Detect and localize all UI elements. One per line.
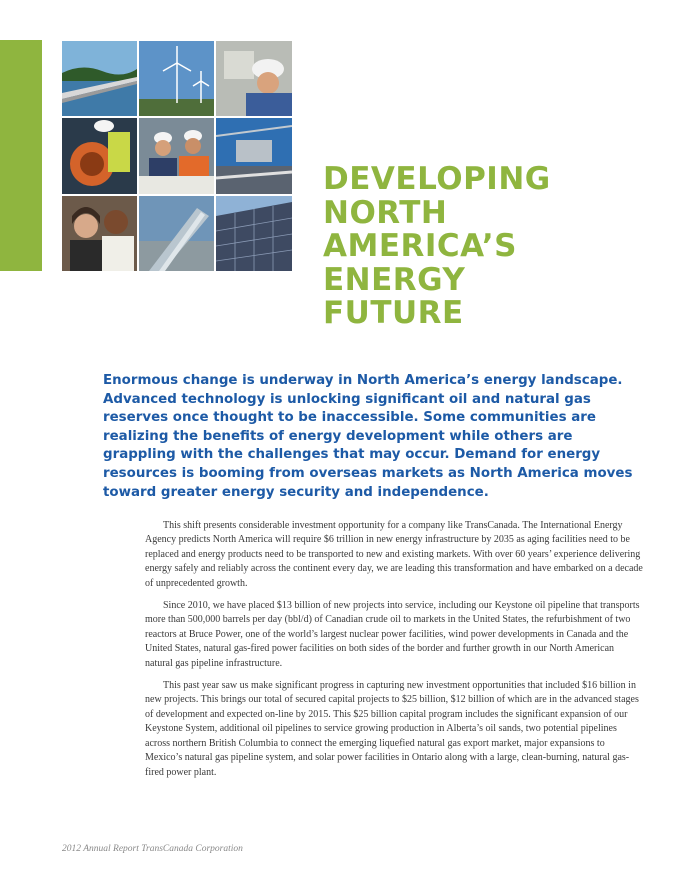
title-line: FUTURE	[323, 295, 464, 331]
body-text	[145, 519, 643, 788]
body-paragraph: Since 2010, we have placed $13 billion of new projects into service, including our Keystone oil pipeline that transports more than 500,000 barrels per day (bbl/d) of Canadian crude oil to markets in the United States, the refurbishment of two reactors at Bruce Power, one of the world’s largest nuclear power facilities, wind power developments in Canada and the United States, natural gas-fired power facilities on both sides of the border and further growth in our North American natural gas pipeline infrastructure.	[145, 600, 640, 669]
page-footer: 2012 Annual Report TransCanada Corporation	[62, 844, 243, 854]
wind-turbines-photo	[139, 41, 214, 116]
green-accent-bar	[0, 40, 42, 271]
worker-hardhat-photo	[216, 41, 292, 116]
page-title	[323, 163, 551, 331]
lead-paragraph: Enormous change is underway in North America’s energy landscape. Advanced technology is unlocking significant oil and natural gas reserves once thought to be inaccessible. Some communities are realizing the benefits of energy development while others are grappling with the challenges that may occur. Demand for energy resources is booming from overseas markets as North America moves toward greater energy security and independence.	[103, 373, 633, 500]
bridge-photo	[62, 41, 137, 116]
solar-panels-photo	[216, 196, 292, 271]
body-paragraph: This shift presents considerable investment opportunity for a company like TransCanada. The International Energy Agency predicts North America will require $6 trillion in new energy infrastructure by 2035 as aging facilities need to be replaced and energy products need to be transported to new and existing markets. With over 60 years’ experience delivering energy safely and reliably across the continent every day, we are leading this transformation and have embarked on a decade of unprecedented growth.	[145, 520, 643, 589]
title-line: DEVELOPING	[323, 161, 551, 197]
body-paragraph: This past year saw us make significant progress in capturing new investment opportunities that included $16 billion in new projects. This brings our total of secured capital projects to $25 billion, $12 billion of which are in the advanced stages of development and expected on-line by 2015. This $25 billion capital program includes the significant expansion of our Keystone System, additional oil pipelines to service growing production in Alberta’s oil sands, two potential pipelines across northern British Columbia to connect the emerging liquefied natural gas export market, major expansions to Mexico’s natural gas pipeline system, and solar power facilities in Ontario along with a large, clean-burning, natural gas-fired power plant.	[145, 680, 639, 778]
title-line: NORTH	[323, 194, 448, 231]
worker-orange-equipment-photo	[62, 118, 137, 194]
title-line: AMERICA’S	[323, 228, 517, 264]
facility-photo	[216, 118, 292, 194]
pipeline-photo	[139, 196, 214, 271]
engineers-photo	[139, 118, 214, 194]
people-photo	[62, 196, 137, 271]
title-line: ENERGY	[323, 261, 466, 298]
photo-collage	[62, 41, 292, 271]
